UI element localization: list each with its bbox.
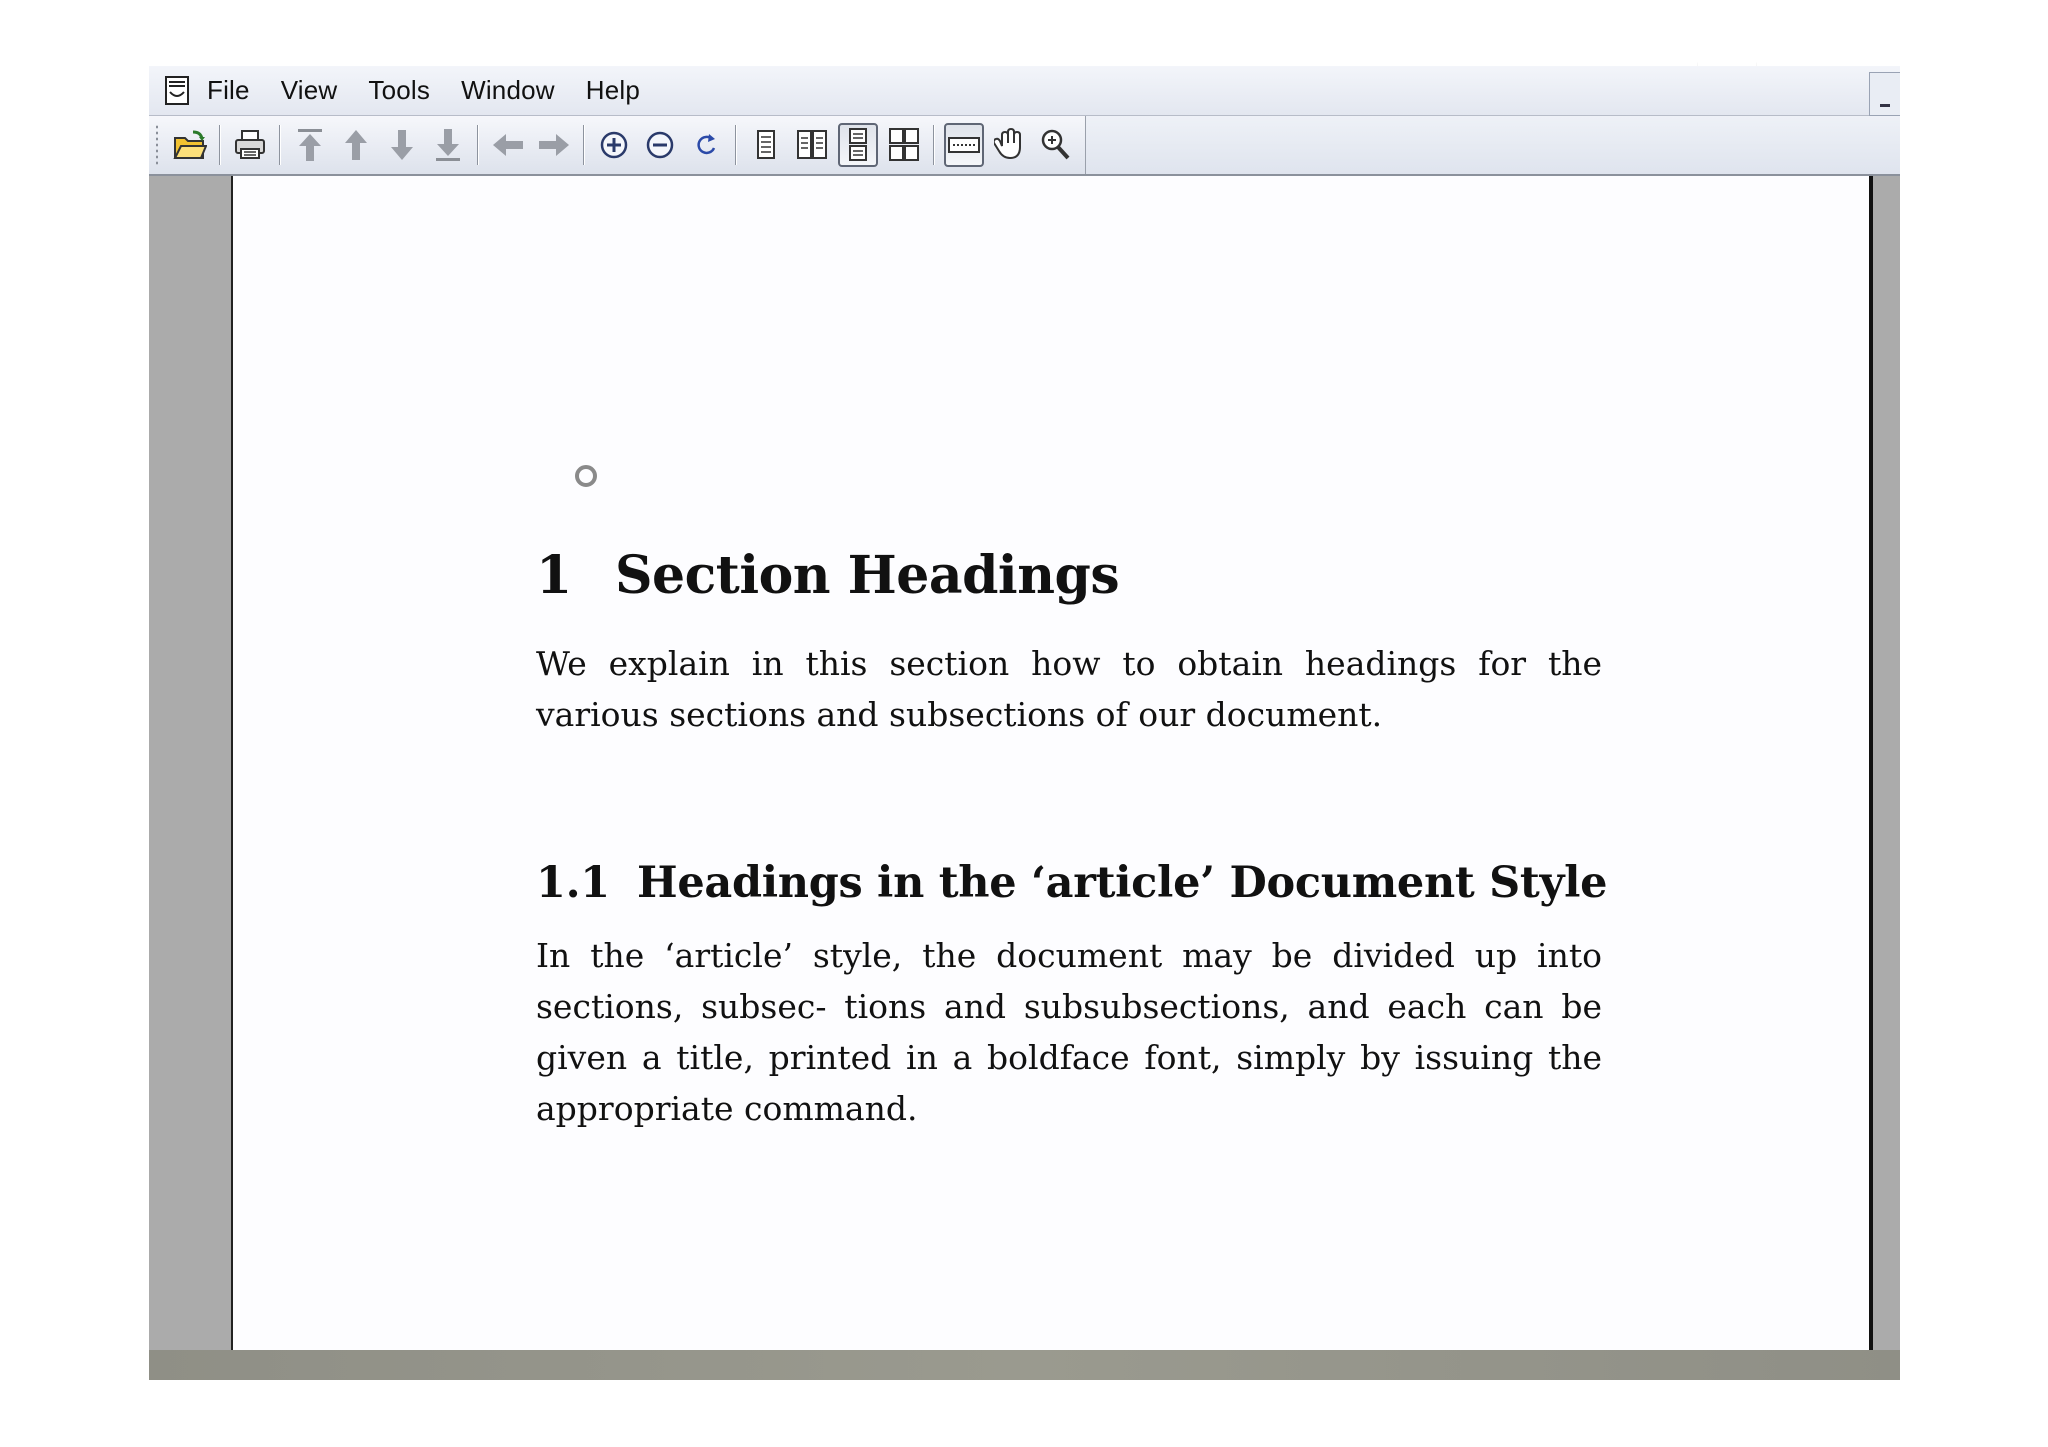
previous-page-icon xyxy=(341,127,371,163)
zoom-in-button[interactable] xyxy=(594,123,634,167)
menu-help[interactable]: Help xyxy=(585,75,641,105)
toolbar-separator xyxy=(583,125,585,165)
forward-arrow-icon xyxy=(537,130,571,160)
continuous-page-button[interactable] xyxy=(838,123,878,167)
refresh-button[interactable] xyxy=(686,123,726,167)
toolbar-separator xyxy=(933,125,935,165)
continuous-facing-icon xyxy=(888,128,920,162)
subsection-heading xyxy=(536,858,1616,908)
status-bar xyxy=(149,1350,1900,1380)
last-page-button[interactable] xyxy=(428,123,468,167)
minimize-icon xyxy=(1880,104,1890,107)
continuous-page-icon xyxy=(846,128,870,162)
previous-page-button[interactable] xyxy=(336,123,376,167)
toolbar-separator xyxy=(279,125,281,165)
document-text xyxy=(536,545,1616,1134)
facing-pages-button[interactable] xyxy=(792,123,832,167)
back-button[interactable] xyxy=(488,123,528,167)
select-text-icon xyxy=(948,135,980,155)
print-icon xyxy=(233,129,267,161)
toolbar-separator xyxy=(735,125,737,165)
select-text-button[interactable] xyxy=(944,123,984,167)
hand-tool-icon xyxy=(994,128,1026,162)
section-heading xyxy=(536,545,1616,606)
menu-view[interactable]: View xyxy=(280,75,338,105)
app-icon xyxy=(163,75,191,107)
print-button[interactable] xyxy=(230,123,270,167)
menu-file[interactable]: File xyxy=(207,75,250,105)
facing-pages-icon xyxy=(796,129,828,161)
open-button[interactable] xyxy=(170,123,210,167)
subsection-paragraph: In the ‘article’ style, the document may be divided up into sections, subsec- tions and subsubsections, and each can be given a title, printed in a boldface font, simply by issuing the appropriate command. xyxy=(536,936,1602,1128)
toolbar-separator xyxy=(477,125,479,165)
toolbar-grip[interactable] xyxy=(155,124,159,166)
toolbar-empty-area xyxy=(1085,116,1900,174)
zoom-out-icon xyxy=(645,130,675,160)
zoom-out-button[interactable] xyxy=(640,123,680,167)
continuous-facing-button[interactable] xyxy=(884,123,924,167)
next-page-icon xyxy=(387,127,417,163)
refresh-icon xyxy=(692,131,720,159)
forward-button[interactable] xyxy=(534,123,574,167)
section-title: Section Headings xyxy=(615,545,1120,606)
subsection-number: 1.1 xyxy=(536,858,610,908)
last-page-icon xyxy=(433,127,463,163)
magnifier-button[interactable] xyxy=(1036,123,1076,167)
first-page-icon xyxy=(295,127,325,163)
section-paragraph: We explain in this section how to obtain headings for the various sections and subsections of our document. xyxy=(536,644,1602,734)
section-number: 1 xyxy=(536,545,572,606)
minimize-button[interactable] xyxy=(1869,72,1900,116)
menu-tools[interactable]: Tools xyxy=(368,75,431,105)
toolbar-separator xyxy=(219,125,221,165)
zoom-in-icon xyxy=(599,130,629,160)
mouse-cursor xyxy=(575,465,597,487)
single-page-button[interactable] xyxy=(746,123,786,167)
menu-bar xyxy=(149,66,1900,116)
first-page-button[interactable] xyxy=(290,123,330,167)
magnifier-icon xyxy=(1040,128,1072,162)
subsection-title: Headings in the ‘article’ Document Style xyxy=(637,858,1608,908)
open-folder-icon xyxy=(173,129,207,161)
hand-tool-button[interactable] xyxy=(990,123,1030,167)
toolbar xyxy=(149,116,1900,176)
back-arrow-icon xyxy=(491,130,525,160)
single-page-icon xyxy=(754,129,778,161)
menu-window[interactable]: Window xyxy=(461,75,555,105)
next-page-button[interactable] xyxy=(382,123,422,167)
